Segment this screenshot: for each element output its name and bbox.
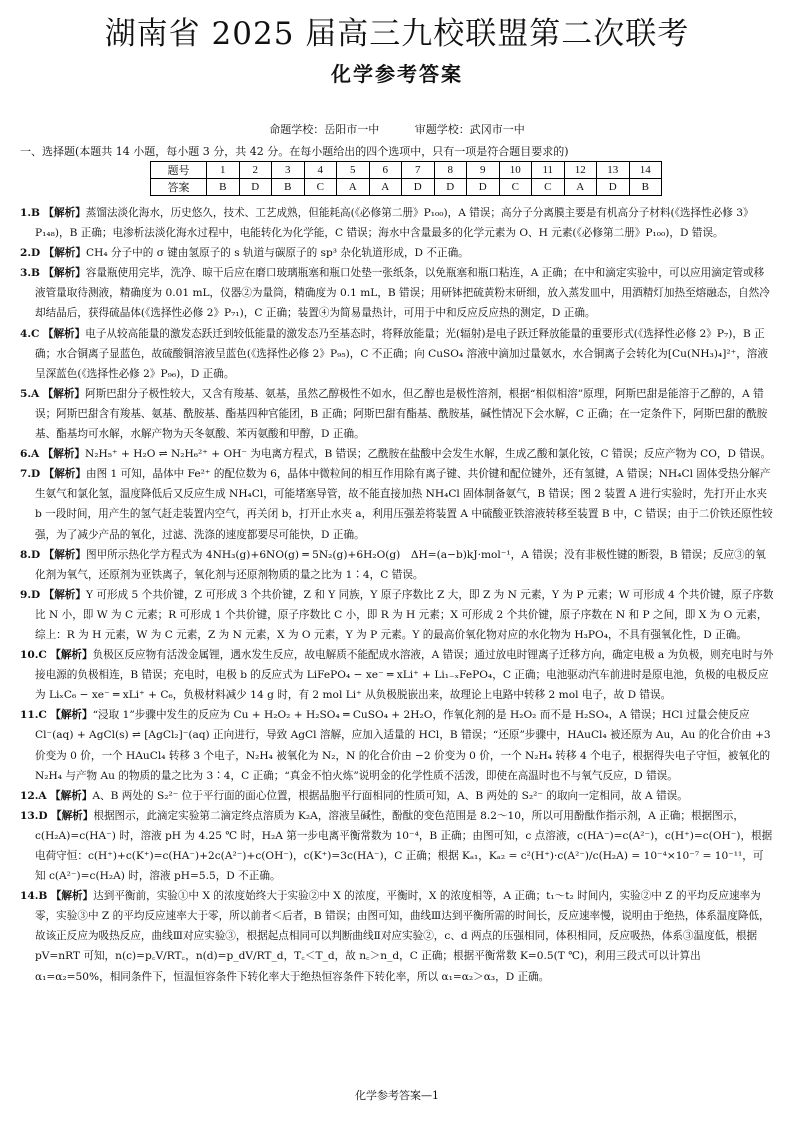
explanation-item bbox=[20, 203, 774, 243]
explanation-text: A、B 两处的 S₂²⁻ 位于平行面的面心位置，根据晶胞平行面相同的性质可知，A、B 两处的 S₂²⁻ 的取向一定相同，故 A 错误。 bbox=[92, 789, 688, 802]
explanation-number: 12.A bbox=[20, 789, 47, 802]
setting-school: 命题学校：岳阳市一中 bbox=[269, 123, 380, 136]
explanation-text: “浸取 1”步骤中发生的反应为 Cu + H₂O₂ + H₂SO₄ ═ CuSO₄ + 2H₂O，作氧化剂的是 H₂O₂ 而不是 H₂SO₄，A 错误；HCl 过量会使反应 Cl⁻(aq) + AgCl(s) ⇌ [AgCl₂]⁻(aq) 正向进行，导致 AgCl 溶解，应加入适量的 HCl，B 错误；“还原”步骤中，HAuCl₄ 被还原为 Au，Au 的化合价由 +3 价变为 0 价，一个 HAuCl₄ 转移 3 个电子，N₂H₄ 被氧化为 N₂，N 的化合价由 −2 价变为 0 价，一个 N₂H₄ 转移 4 个电子，根据得失电子守恒，被氧化的 N₂H₄ 与产物 Au 的物质的量之比为 3∶4，C 正确；“真金不怕火炼”说明金的化学性质不活泼，即使在高温时也不与氧气反应，D 错误。 bbox=[35, 709, 771, 782]
explanation-item bbox=[20, 464, 774, 544]
review-school: 审题学校：武冈市一中 bbox=[414, 123, 525, 136]
answer-cell: C bbox=[304, 179, 337, 196]
explanation-number: 10.C bbox=[20, 649, 47, 662]
question-number: 12 bbox=[564, 162, 597, 179]
answer-cell: D bbox=[597, 179, 630, 196]
explanation-text: N₂H₅⁺ + H₂O ⇌ N₂H₆²⁺ + OH⁻ 为电离方程式，B 错误；乙酰胺在盐酸中会发生水解，生成乙酸和氯化铵，C 错误；反应产物为 CO，D 错误。 bbox=[85, 448, 772, 461]
answer-cell: A bbox=[369, 179, 402, 196]
answer-cell: B bbox=[629, 179, 662, 196]
answer-cell: D bbox=[467, 179, 500, 196]
answer-cell: A bbox=[337, 179, 370, 196]
page-title: 湖南省 2025 届高三九校联盟第二次联考 bbox=[104, 16, 690, 52]
explanation-text: Y 可形成 5 个共价键，Z 可形成 3 个共价键，Z 和 Y 同族，Y 原子序数比 Z 大，即 Z 为 N 元素，Y 为 P 元素；W 可形成 4 个共价键，原子序数比 N 小，即 W 为 C 元素；R 可形成 1 个共价键，原子序数比 C 小，即 R 为 H 元素；X 可形成 2 个共价键，原子序数在 N 和 P 之间，即 X 为 O 元素，综上：R 为 H 元素，W 为 C 元素，Z 为 N 元素，X 为 O 元素，Y 为 P 元素。Y 的最高价氧化物对应的水化物为 H₃PO₄，不具有强氧化性，D 正确。 bbox=[35, 588, 774, 641]
answer-cell: C bbox=[532, 179, 565, 196]
explanation-tag: 【解析】 bbox=[43, 468, 86, 481]
explanation-item bbox=[20, 705, 774, 785]
page-footer: 化学参考答案—1 bbox=[355, 1089, 439, 1102]
answer-cell: A bbox=[564, 179, 597, 196]
question-number: 4 bbox=[304, 162, 337, 179]
explanation-item bbox=[20, 585, 774, 645]
question-number: 1 bbox=[207, 162, 240, 179]
explanation-number: 8.D bbox=[20, 548, 41, 561]
explanations bbox=[20, 203, 774, 987]
explanation-item bbox=[20, 806, 774, 886]
explanation-tag: 【解析】 bbox=[43, 207, 86, 219]
question-number: 10 bbox=[499, 162, 532, 179]
explanation-text: 根据图示，此滴定实验第二滴定终点溶质为 K₂A，溶液呈碱性，酚酞的变色范围是 8.2～10，所以可用酚酞作指示剂，A 正确；根据图示，c(H₂A)=c(HA⁻) 时，溶液 pH 为 4.25 ℃ 时，H₂A 第一步电离平衡常数为 10⁻⁴，B 正确；由图可知，c 点溶液，c(HA⁻)=c(A²⁻)，c(H⁺)=c(OH⁻)，根据电荷守恒：c(H⁺)+c(K⁺)=c(HA⁻)+2c(A²⁻)+c(OH⁻)，c(K⁺)=3c(HA⁻)，C 正确；根据 Kₐ₁，Kₐ₂ = c²(H⁺)·c(A²⁻)/c(H₂A) = 10⁻⁴×10⁻⁷ = 10⁻¹¹，可知 c(A²⁻)=c(H₂A) 时，溶液 pH=5.5，D 不正确。 bbox=[35, 809, 773, 883]
question-number: 2 bbox=[239, 162, 272, 179]
explanation-tag: 【解析】 bbox=[43, 267, 86, 280]
explanation-text: 达到平衡前，实验①中 X 的浓度始终大于实验②中 X 的浓度，平衡时，X 的浓度相等，A 正确；t₁～t₂ 时间内，实验②中 Z 的平均反应速率为零，实验③中 Z 的平均反应速率大于零，所以前者＜后者，B 错误；由图可知，曲线Ⅲ达到平衡所需的时间长，反应速率慢，说明由于绝热，体系温度降低，故该正反应为吸热反应，曲线Ⅲ对应实验③，根据起点相同可以判断曲线Ⅱ对应实验②，c、d 两点的压强相同，体积相同，反应吸热，体系③温度低，根据 pV=nRT 可知，n(c)=p꜀V/RT꜀，n(d)=p_dV/RT_d，T꜀＜T_d，故 n꜀＞n_d，C 正确；根据平衡常数 K=0.5(T ℃)，利用三段式可以计算出 α₁=α₂=50%，相同条件下，恒温恒容条件下转化率大于绝热恒容条件下转化率，所以 α₁=α₂＞α₃，D 正确。 bbox=[35, 890, 770, 983]
question-number: 13 bbox=[597, 162, 630, 179]
answer-table-header-number: 题号 bbox=[151, 162, 207, 179]
explanation-tag: 【解析】 bbox=[51, 809, 94, 822]
explanation-text: 由图 1 可知，晶体中 Fe²⁺ 的配位数为 6，晶体中微粒间的相互作用除有离子键、共价键和配位键外，还有氢键，A 错误；NH₄Cl 固体受热分解产生氨气和氯化氢，温度降低后又反应生成 NH₄Cl，可能堵塞导管，故不能直接加热 NH₄Cl 固体制备氨气，B 错误；图 2 装置 A 进行实验时，先打开止水夹 b 一段时间，用产生的氢气赶走装置内空气，再关闭 b，打开止水夹 a，利用压强差将装置 A 中硫酸亚铁溶液转移至装置 B 中，C 错误；由于二价铁还原性较强，为了减少产品的氧化，过滤、洗涤的速度都要尽可能快，D 正确。 bbox=[35, 468, 773, 541]
explanation-item bbox=[20, 384, 774, 444]
question-number: 11 bbox=[532, 162, 565, 179]
answer-table-answer-row bbox=[151, 179, 662, 196]
explanation-tag: 【解析】 bbox=[43, 247, 86, 260]
answer-cell: B bbox=[207, 179, 240, 196]
question-number: 5 bbox=[337, 162, 370, 179]
explanation-text: 容量瓶使用完毕，洗净、晾干后应在磨口玻璃瓶塞和瓶口处垫一张纸条，以免瓶塞和瓶口粘连，A 正确；在中和滴定实验中，可以应用滴定管或移液管量取待测液，精确度为 0.01 mL，仪器②为量筒，精确度为 0.1 mL，B 错误；用研钵把硫黄粉末研细，放入蒸发皿中，用酒精灯加热至熔融态，自然冷却结晶后，获得硫晶体(《选择性必修 2》P₇₁)，C 正确；装置④为简易量热计，可用于中和反应反应热的测定，D 正确。 bbox=[35, 267, 770, 320]
question-number: 8 bbox=[434, 162, 467, 179]
explanation-number: 13.D bbox=[20, 809, 48, 822]
answer-cell: D bbox=[434, 179, 467, 196]
answer-table-header-answer: 答案 bbox=[151, 179, 207, 196]
explanation-item bbox=[20, 545, 774, 585]
answer-table bbox=[150, 161, 662, 196]
question-number: 14 bbox=[629, 162, 662, 179]
explanation-item bbox=[20, 263, 774, 323]
explanation-number: 5.A bbox=[20, 387, 40, 400]
answer-cell: D bbox=[239, 179, 272, 196]
explanation-number: 6.A bbox=[20, 448, 40, 461]
question-number: 7 bbox=[402, 162, 435, 179]
explanation-number: 11.C bbox=[20, 709, 47, 722]
explanation-number: 1.B bbox=[20, 207, 41, 219]
answer-table-number-row bbox=[151, 162, 662, 179]
answer-cell: D bbox=[402, 179, 435, 196]
explanation-tag: 【解析】 bbox=[50, 890, 94, 903]
explanation-item bbox=[20, 243, 774, 263]
explanation-tag: 【解析】 bbox=[43, 588, 86, 601]
explanation-text: 蒸馏法淡化海水，历史悠久，技术、工艺成熟，但能耗高(《必修第二册》P₁₀₀)，A 错误；高分子分离膜主要是有机高分子材料(《选择性必修 3》P₁₄₈)，B 正确；电渗析法淡化海水过程中，电能转化为化学能，C 错误；海水中含量最多的化学元素为 O、H 元素(《必修第二册》P₁₀₀)，D 错误。 bbox=[35, 207, 754, 240]
question-number: 3 bbox=[272, 162, 305, 179]
answer-cell: B bbox=[272, 179, 305, 196]
explanation-number: 4.C bbox=[20, 327, 40, 340]
school-info bbox=[0, 121, 794, 137]
section-title: 一、选择题(本题共 14 小题，每小题 3 分，共 42 分。在每小题给出的四个选项中，只有一项是符合题目要求的) bbox=[20, 145, 569, 158]
explanation-tag: 【解析】 bbox=[43, 548, 86, 561]
explanation-tag: 【解析】 bbox=[42, 448, 86, 461]
explanation-tag: 【解析】 bbox=[50, 649, 93, 662]
explanation-text: 负极区反应物有活泼金属锂，遇水发生反应，故电解质不能配成水溶液，A 错误；通过放电时锂离子迁移方向，确定电极 a 为负极，则充电时与外接电源的负极相连，B 错误；充电时，电极 b 的反应式为 LiFePO₄ − xe⁻ ═ xLi⁺ + Li₁₋ₓFePO₄，C 正确；电池驱动汽车前进时是原电池，负极的电极反应为 LiₓC₆ − xe⁻ ═ xLi⁺ + C₆，负极材料减少 14 g 时，有 2 mol Li⁺ 从负极脱嵌出来，故理论上电路中转移 2 mol 电子，故 D 错误。 bbox=[35, 649, 774, 702]
question-number: 9 bbox=[467, 162, 500, 179]
explanation-number: 14.B bbox=[20, 890, 48, 903]
explanation-tag: 【解析】 bbox=[42, 387, 86, 400]
explanation-text: 图甲所示热化学方程式为 4NH₃(g)+6NO(g) ═ 5N₂(g)+6H₂O(g) ΔH=(a−b)kJ·mol⁻¹，A 错误；没有非极性键的断裂，B 错误；反应③的氧化剂为氧气，还原剂为亚铁离子，氧化剂与还原剂物质的量之比为 1∶4，C 错误。 bbox=[35, 548, 766, 581]
explanation-number: 2.D bbox=[20, 247, 41, 260]
explanation-tag: 【解析】 bbox=[50, 789, 93, 802]
explanation-number: 9.D bbox=[20, 588, 41, 601]
explanation-item bbox=[20, 645, 774, 705]
page-subtitle: 化学参考答案 bbox=[331, 62, 463, 86]
question-number: 6 bbox=[369, 162, 402, 179]
explanation-text: CH₄ 分子中的 σ 键由氢原子的 s 轨道与碳原子的 sp³ 杂化轨道形成，D 不正确。 bbox=[86, 247, 469, 260]
explanation-tag: 【解析】 bbox=[50, 709, 93, 722]
explanation-number: 7.D bbox=[20, 468, 41, 481]
explanation-text: 阿斯巴甜分子极性较大，又含有羧基、氨基，虽然乙醇极性不如水，但乙醇也是极性溶剂，根据“相似相溶”原理，阿斯巴甜是能溶于乙醇的，A 错误；阿斯巴甜含有羧基、氨基、酰胺基、酯基四种官能团，B 正确；阿斯巴甜有酯基、酰胺基，碱性情况下会水解，C 正确；在一定条件下，阿斯巴甜的酰胺基、酯基均可水解，水解产物为天冬氨酸、苯丙氨酸和甲醇，D 正确。 bbox=[35, 387, 768, 441]
explanation-item bbox=[20, 886, 774, 986]
explanation-item bbox=[20, 444, 774, 464]
explanation-item bbox=[20, 324, 774, 384]
explanation-text: 电子从较高能量的激发态跃迁到较低能量的激发态乃至基态时，将释放能量；光(辐射)是电子跃迁释放能量的重要形式(《选择性必修 2》P₇)，B 正确；水合铜离子显蓝色，故硫酸铜溶液呈蓝色(《选择性必修 2》P₉₅)，C 不正确；向 CuSO₄ 溶液中滴加过量氨水，水合铜离子会转化为[Cu(NH₃)₄]²⁺，溶液呈深蓝色(《选择性必修 2》P₉₆)，D 正确。 bbox=[35, 327, 768, 380]
explanation-item bbox=[20, 786, 774, 806]
explanation-tag: 【解析】 bbox=[42, 327, 86, 340]
explanation-number: 3.B bbox=[20, 267, 41, 280]
answer-cell: C bbox=[499, 179, 532, 196]
